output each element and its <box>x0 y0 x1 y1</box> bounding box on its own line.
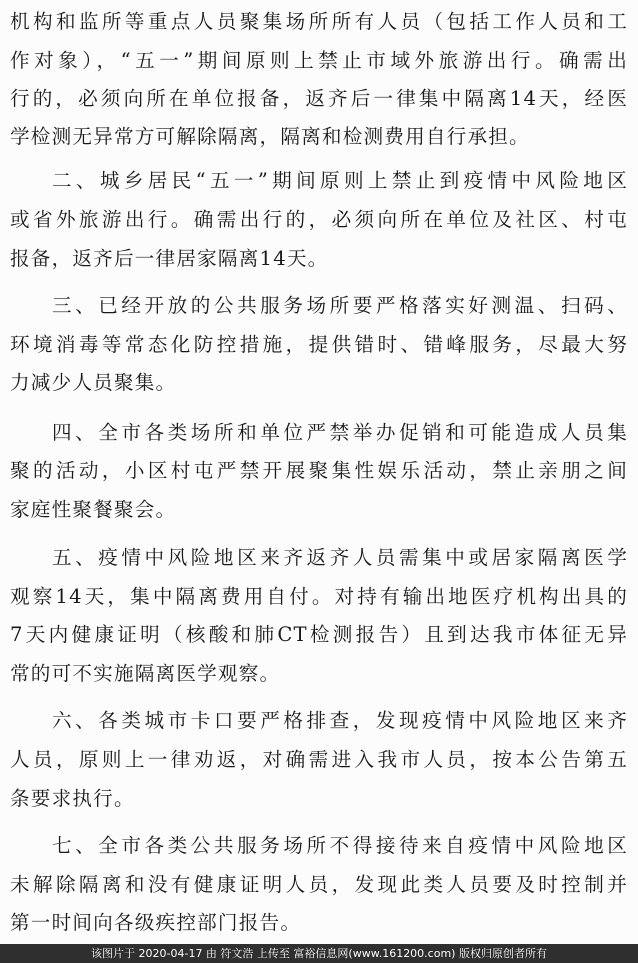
text-line: 7天内健康证明（核酸和肺CT检测报告）且到达我市体征无异 <box>10 623 628 646</box>
text-line: 聚的活动，小区村屯严禁开展聚集性娱乐活动，禁止亲朋之间 <box>10 459 628 482</box>
text-line: 家庭性聚餐聚会。 <box>10 498 177 521</box>
text-line: 报备，返齐后一律居家隔离14天。 <box>10 247 329 270</box>
text-line: 或省外旅游出行。确需出行的，必须向所在单位及社区、村屯 <box>10 208 628 231</box>
text-line: 常的可不实施隔离医学观察。 <box>10 662 281 685</box>
paragraph-first-line: 三、已经开放的公共服务场所要严格落实好测温、扫码、 <box>52 294 628 317</box>
paragraph-first-line: 七、全市各类公共服务场所不得接待来自疫情中风险地区 <box>52 834 628 857</box>
paragraph-first-line: 六、各类城市卡口要严格排查，发现疫情中风险地区来齐 <box>52 709 628 732</box>
watermark-footer: 该图片于 2020-04-17 由 符文浩 上传至 富裕信息网(www.161200.com) 版权归原创者所有 <box>0 944 638 963</box>
text-line: 行的，必须向所在单位报备，返齐后一律集中隔离14天，经医 <box>10 87 628 110</box>
paragraph-first-line: 二、城乡居民“五一”期间原则上禁止到疫情中风险地区 <box>52 169 628 192</box>
text-line: 环境消毒等常态化防控措施，提供错时、错峰服务，尽最大努 <box>10 333 628 356</box>
text-line: 人员，原则上一律劝返，对确需进入我市人员，按本公告第五 <box>10 748 628 771</box>
text-line: 第一时间向各级疾控部门报告。 <box>10 911 302 934</box>
text-line: 条要求执行。 <box>10 787 135 810</box>
text-line: 未解除隔离和没有健康证明人员，发现此类人员要及时控制并 <box>10 873 628 896</box>
paragraph-first-line: 五、疫情中风险地区来齐返齐人员需集中或居家隔离医学 <box>52 546 628 569</box>
paragraph-first-line: 四、全市各类场所和单位严禁举办促销和可能造成人员集 <box>52 421 628 444</box>
text-line: 机构和监所等重点人员聚集场所所有人员（包括工作人员和工 <box>10 10 628 33</box>
text-line: 作对象），“五一”期间原则上禁止市域外旅游出行。确需出 <box>10 49 628 72</box>
text-line: 学检测无异常方可解除隔离，隔离和检测费用自行承担。 <box>10 125 530 148</box>
text-line: 力减少人员聚集。 <box>10 371 177 394</box>
text-line: 观察14天，集中隔离费用自付。对持有输出地医疗机构出具的 <box>10 585 628 608</box>
